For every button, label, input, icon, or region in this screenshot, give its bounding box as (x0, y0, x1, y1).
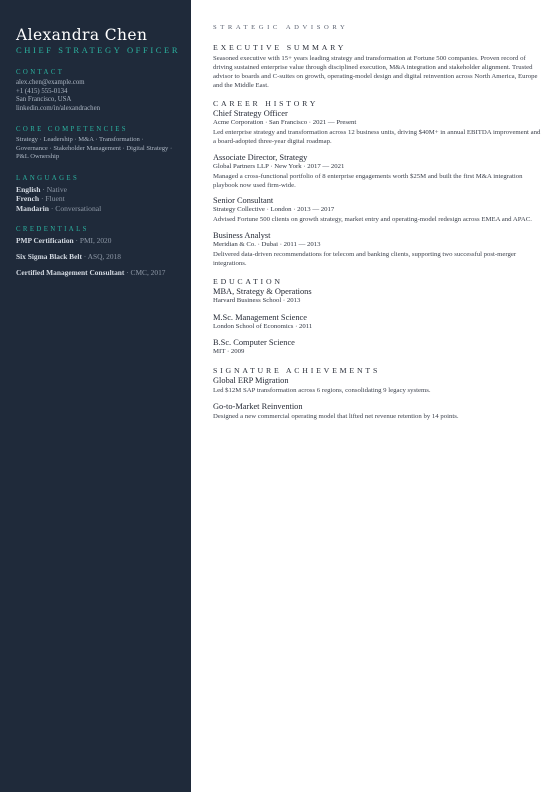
credential-detail: · CMC, 2017 (124, 267, 166, 277)
contact-phone[interactable]: +1 (415) 555-0134 (16, 87, 68, 95)
school: MIT · 2009 (213, 347, 245, 355)
education-entry (213, 313, 545, 332)
credentials-heading: CREDENTIALS (16, 226, 89, 234)
career-entry (213, 231, 545, 268)
summary-text: Seasoned executive with 15+ years leading strategy and transformation at Fortune 500 companies. Proven record of driving sustained enterprise value through disciplined execution, M&A integration and stakeholder alignment. Trusted advisor to boards and C-suites on growth, operating-model design and digital reinvention across North America, Europe and the Middle East. (213, 54, 538, 89)
career-section (213, 99, 545, 268)
job-title: Chief Strategy Officer (213, 109, 288, 119)
language-item (16, 185, 177, 195)
job-title: Senior Consultant (213, 196, 274, 206)
career-entry (213, 196, 545, 224)
candidate-name: Alexandra Chen (16, 26, 148, 44)
contact-location: San Francisco, USA (16, 96, 72, 104)
credential-name: Certified Management Consultant (16, 267, 125, 277)
candidate-title: CHIEF STRATEGY OFFICER (16, 45, 181, 55)
language-name: Mandarin (16, 203, 49, 213)
achievements-section (213, 366, 545, 421)
degree: B.Sc. Computer Science (213, 337, 295, 347)
language-level: · Native (40, 184, 68, 194)
competencies-section (16, 126, 177, 161)
achievement-title: Global ERP Migration (213, 376, 289, 386)
career-entry (213, 153, 545, 190)
job-meta: Acme Corporation · San Francisco · 2021 — Present (213, 119, 357, 127)
job-description: Led enterprise strategy and transformation across 12 business units, driving $40M+ in annual EBITDA improvement and a board-adopted three-year digital roadmap. (213, 129, 541, 146)
language-item (16, 204, 177, 214)
achievement-entry (213, 376, 545, 395)
career-heading: CAREER HISTORY (213, 98, 319, 108)
credential-detail: · PMI, 2020 (73, 236, 112, 246)
language-level: · Fluent (39, 194, 65, 204)
language-level: · Conversational (48, 203, 102, 213)
credential-item (16, 268, 177, 277)
credential-item (16, 236, 177, 245)
achievement-entry (213, 402, 545, 421)
job-description: Managed a cross-functional portfolio of 8 enterprise engagements worth $25M and built the first M&A integration playbook now used firm-wide. (213, 172, 523, 189)
credential-detail: · ASQ, 2018 (81, 252, 121, 262)
career-entry (213, 109, 545, 146)
contact-heading: CONTACT (16, 69, 65, 76)
contact-section (16, 69, 177, 113)
credentials-section (16, 226, 177, 277)
credential-name: Six Sigma Black Belt (16, 252, 82, 262)
achievement-title: Go-to-Market Reinvention (213, 401, 303, 411)
education-entry (213, 287, 545, 306)
main-content (213, 24, 545, 427)
job-meta: Global Partners LLP · New York · 2017 — 2021 (213, 162, 345, 170)
sidebar (0, 0, 191, 792)
job-description: Delivered data-driven recommendations for telecom and banking clients, supporting two successful post-merger integrations. (213, 250, 517, 267)
school: Harvard Business School · 2013 (213, 297, 301, 305)
degree: MBA, Strategy & Operations (213, 287, 312, 297)
education-entry (213, 338, 545, 357)
education-section (213, 277, 545, 357)
language-name: French (16, 194, 40, 204)
job-meta: Meridian & Co. · Dubai · 2011 — 2013 (213, 240, 321, 248)
competencies-heading: CORE COMPETENCIES (16, 126, 128, 134)
credential-item (16, 252, 177, 261)
job-title: Associate Director, Strategy (213, 152, 308, 162)
languages-heading: LANGUAGES (16, 174, 80, 182)
achievements-heading: SIGNATURE ACHIEVEMENTS (213, 365, 381, 375)
achievement-description: Designed a new commercial operating model that lifted net revenue retention by 14 points. (213, 412, 459, 420)
contact-linkedin[interactable]: linkedin.com/in/alexandrachen (16, 104, 100, 112)
language-name: English (16, 184, 41, 194)
education-heading: EDUCATION (213, 276, 283, 286)
job-meta: Strategy Collective · London · 2013 — 2017 (213, 206, 335, 214)
achievement-description: Led $12M SAP transformation across 6 regions, consolidating 9 legacy systems. (213, 387, 431, 395)
job-title: Business Analyst (213, 230, 271, 240)
languages-section (16, 175, 177, 214)
contact-email[interactable]: alex.chen@example.com (16, 79, 85, 86)
summary-section (213, 43, 545, 90)
degree: M.Sc. Management Science (213, 312, 307, 322)
competencies-text: Strategy · Leadership · M&A · Transformation · Governance · Stakeholder Management · Digital Strategy · P&L Ownership (16, 136, 173, 161)
language-item (16, 194, 177, 204)
job-description: Advised Fortune 500 clients on growth strategy, market entry and operating-model redesign across EMEA and APAC. (213, 216, 532, 224)
school: London School of Economics · 2011 (213, 322, 313, 330)
credential-name: PMP Certification (16, 236, 74, 246)
section-kicker: STRATEGIC ADVISORY (213, 24, 349, 31)
summary-heading: EXECUTIVE SUMMARY (213, 43, 347, 52)
